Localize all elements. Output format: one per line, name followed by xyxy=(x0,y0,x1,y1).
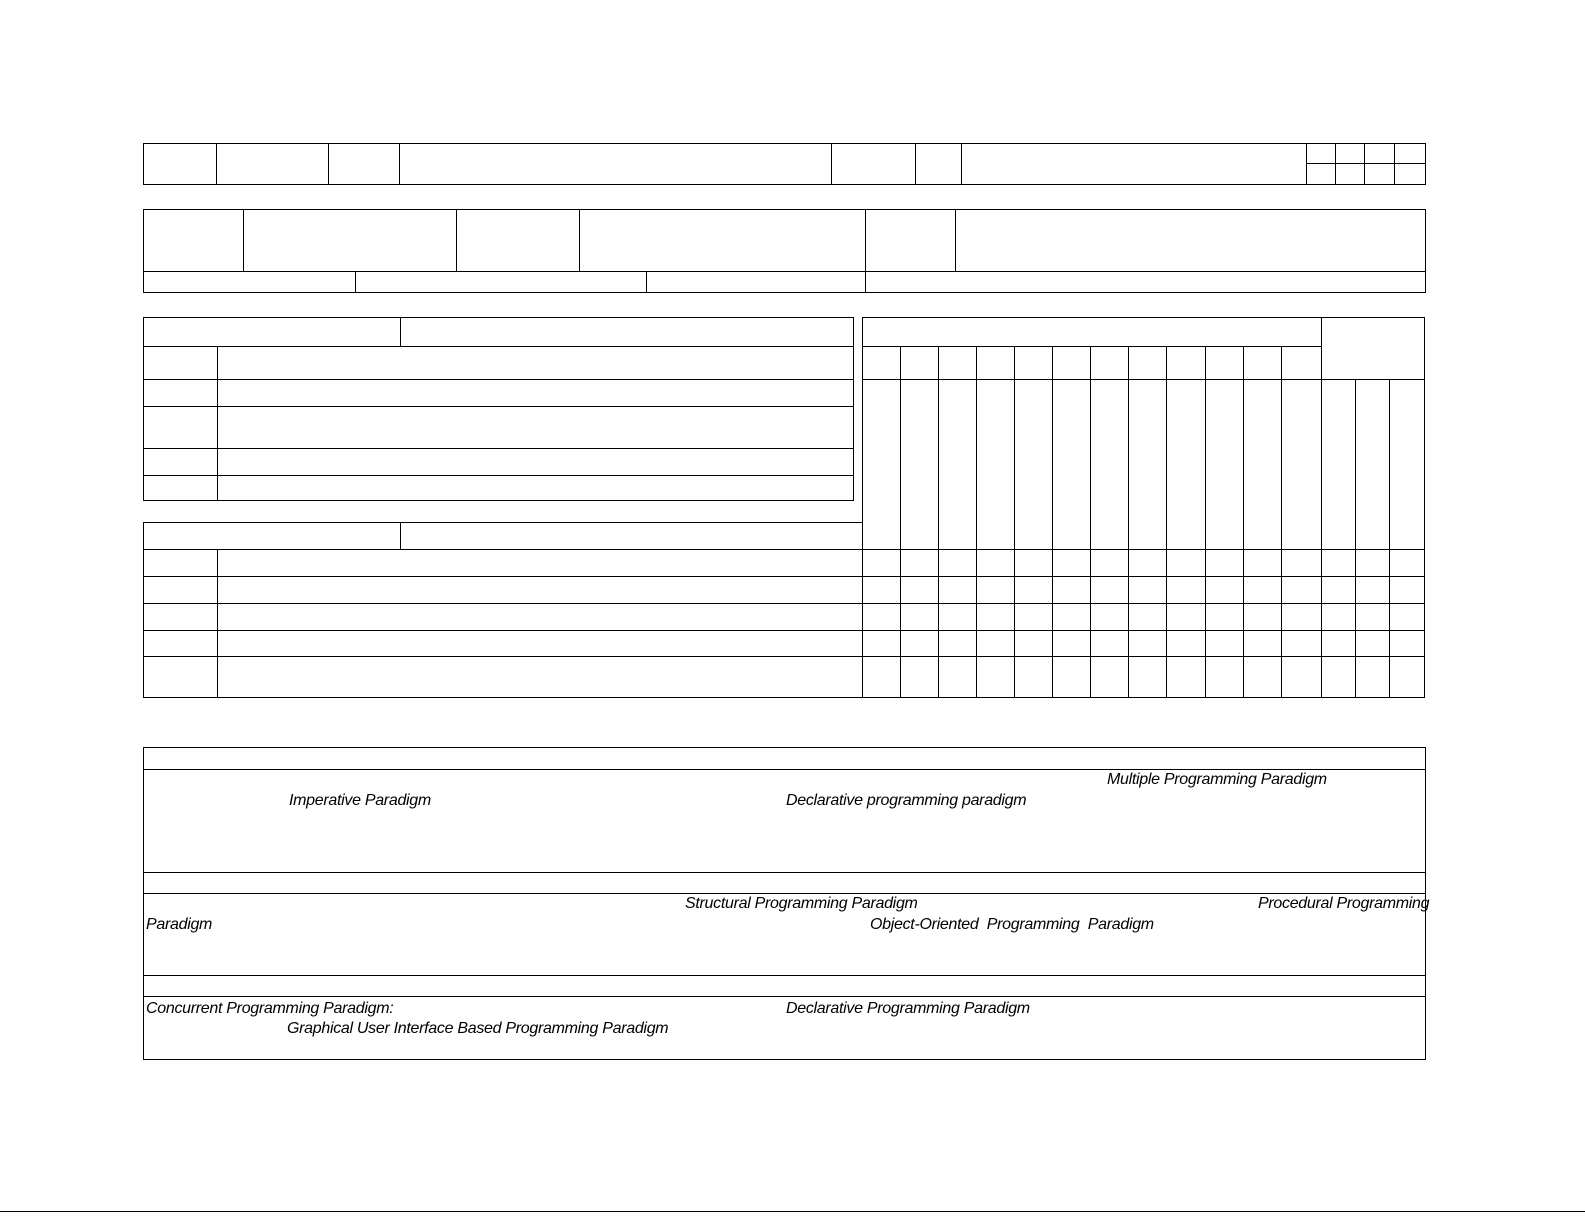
units-divider xyxy=(143,769,1426,770)
gui-paradigm-label: Graphical User Interface Based Programming Paradigm xyxy=(287,1020,669,1037)
mapping-grid-line xyxy=(862,603,1425,604)
outcomes-divider xyxy=(143,475,854,476)
outcomes-divider xyxy=(143,406,854,407)
course-outcomes-divider xyxy=(143,656,863,657)
units-divider xyxy=(143,893,1426,894)
mapping-grid xyxy=(862,317,1425,698)
mapping-grid-line xyxy=(862,656,1425,657)
mapping-grid-line xyxy=(1090,346,1091,698)
info-table xyxy=(143,209,1426,293)
mapping-grid-line xyxy=(1389,379,1390,698)
course-outcomes-divider xyxy=(143,549,863,550)
mapping-grid-line xyxy=(1166,346,1167,698)
header-divider xyxy=(328,143,329,185)
info-divider xyxy=(143,271,1426,272)
info-divider xyxy=(865,209,866,293)
course-outcomes-divider xyxy=(217,549,218,698)
procedural-paradigm-label: Procedural Programming xyxy=(1258,895,1430,912)
outcomes-divider xyxy=(400,317,401,346)
outcomes-divider xyxy=(143,448,854,449)
declarative-paradigm-label-2: Declarative Programming Paradigm xyxy=(786,1000,1030,1017)
units-divider xyxy=(143,975,1426,976)
header-divider xyxy=(961,143,962,185)
course-outcomes-divider xyxy=(143,576,863,577)
mapping-grid-line xyxy=(1321,317,1322,698)
info-divider xyxy=(955,209,956,271)
mapping-grid-line xyxy=(862,630,1425,631)
header-divider xyxy=(399,143,400,185)
procedural-paradigm-label-continued: Paradigm xyxy=(146,916,213,933)
mapping-grid-line xyxy=(862,379,1425,380)
multiple-paradigm-label: Multiple Programming Paradigm xyxy=(1107,771,1327,788)
info-divider xyxy=(646,271,647,293)
units-divider xyxy=(143,996,1426,997)
mapping-grid-line xyxy=(900,346,901,698)
outcomes-table xyxy=(143,317,854,501)
object-oriented-paradigm-label: Object-Oriented Programming Paradigm xyxy=(870,916,1154,933)
header-table xyxy=(143,143,1426,185)
outcomes-divider xyxy=(143,346,854,347)
mapping-grid-line xyxy=(1014,346,1015,698)
header-divider xyxy=(1394,143,1395,185)
header-divider xyxy=(831,143,832,185)
mapping-grid-line xyxy=(976,346,977,698)
mapping-grid-line xyxy=(1281,346,1282,698)
mapping-grid-line xyxy=(1205,346,1206,698)
footer-rule xyxy=(0,1211,1585,1212)
header-divider xyxy=(1306,143,1307,185)
mapping-grid-line xyxy=(862,549,1425,550)
header-divider xyxy=(1364,143,1365,185)
info-divider xyxy=(579,209,580,271)
info-divider xyxy=(243,209,244,271)
info-divider xyxy=(456,209,457,271)
structural-paradigm-label: Structural Programming Paradigm xyxy=(685,895,918,912)
mapping-grid-line xyxy=(1243,346,1244,698)
mapping-grid-line xyxy=(1355,379,1356,698)
info-divider xyxy=(355,271,356,293)
header-divider xyxy=(1335,143,1336,185)
mapping-grid-line xyxy=(862,576,1425,577)
course-outcomes-divider xyxy=(143,603,863,604)
header-divider xyxy=(1306,163,1426,164)
header-divider xyxy=(216,143,217,185)
mapping-grid-line xyxy=(862,346,1321,347)
units-divider xyxy=(143,872,1426,873)
concurrent-paradigm-label: Concurrent Programming Paradigm: xyxy=(146,1000,394,1017)
outcomes-divider xyxy=(143,379,854,380)
declarative-paradigm-label: Declarative programming paradigm xyxy=(786,792,1027,809)
header-divider xyxy=(915,143,916,185)
mapping-grid-line xyxy=(938,346,939,698)
outcomes-divider xyxy=(217,346,218,501)
course-outcomes-divider xyxy=(400,522,401,549)
course-outcomes-divider xyxy=(143,630,863,631)
imperative-paradigm-label: Imperative Paradigm xyxy=(289,792,431,809)
mapping-grid-line xyxy=(1128,346,1129,698)
mapping-grid-line xyxy=(1052,346,1053,698)
